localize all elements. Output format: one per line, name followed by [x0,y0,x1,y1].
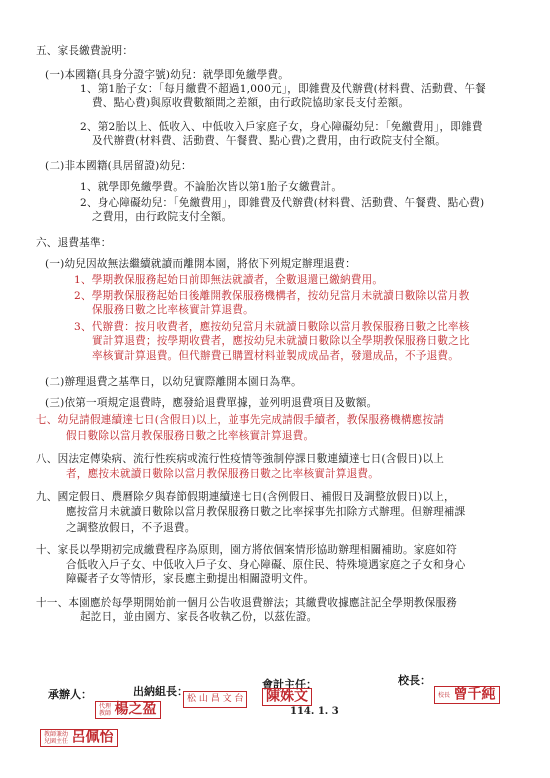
text-line: (二)非本國籍(具居留證)幼兒： [45,160,192,172]
text-line: 十一、本園應於每學期開始前一個月公告收退費辦法；其繳費收據應註記全學期教保服務 [36,597,457,609]
text-line: 應按當月未就讀日數除以當月教保服務日數之比率採事先扣除方式辦理。但辦理補課 [66,506,466,518]
text-line: 1、就學即免繳學費。不論胎次皆以第1胎子女繳費計。 [80,181,343,193]
text-line: 2、第2胎以上、低收入、中低收入戶家庭子女，身心障礙幼兒：「免繳費用」，即雜費 [80,121,483,133]
text-line: 假日數除以當月教保服務日數之比率核實計算退費。 [66,430,315,442]
text-line: 2、學期教保服務起始日後離開教保服務機構者，按幼兒當月未就讀日數除以當月教 [74,290,470,302]
text-line: 2、身心障礙幼兒：「免繳費用」，即雜費及代辦費(材料費、活動費、午餐費、點心費) [80,197,485,209]
text-line: 九、國定假日、農曆除夕與春節假期連續達七日(含例假日、補假日及調整放假日)以上， [36,491,455,503]
accounting-label: 會計主任： [262,678,317,691]
text-line: 十、家長以學期初完成繳費程序為原則，園方將依個案情形協助辦理相關補助。家庭如符 [36,544,457,556]
text-line: (一)本國籍(具身分證字號)幼兒：就學即免繳學費。 [45,69,289,81]
undertaker-label: 承辦人： [48,688,92,701]
accounting-date: 114. 1. 3 [290,706,339,717]
text-line: 之費用，由行政院支付全額。 [92,211,233,223]
text-line: 起訖日，並由園方、家長各收執乙份，以茲佐證。 [80,611,318,623]
text-line: 及代辦費(材料費、活動費、午餐費、點心費)之費用，由行政院支付全額。 [92,135,447,147]
principal-label: 校長： [398,674,431,687]
text-line: 合低收入戶子女、中低收入戶子女、身心障礙、原住民、特殊境遇家庭之子女和身心 [66,559,466,571]
text-line: 七、幼兒請假連續達七日(含假日)以上，並事先完成請假手續者，教保服務機構應按請 [36,414,445,426]
text-line: (三)依第一項規定退費時，應發給退費單據，並列明退費項目及數額。 [45,397,378,409]
text-line: 費、點心費)與原收費數額間之差額，由行政院協助家長支付差額。 [92,97,410,109]
text-line: 六、退費基準： [36,237,112,249]
principal-stamp: 校長 曾千純 [434,686,500,704]
director-stamp: 教師兼幼 兒園主任 呂佩怡 [40,729,118,747]
text-line: 者，應按未就讀日數除以當月教保服務日數之比率核實計算退費。 [66,468,380,480]
text-line: 實計算退費；按學期收費者，應按幼兒未就讀日數除以全學期教保服務日數之比 [92,335,470,347]
text-line: 之調整放假日，不予退費。 [66,522,196,534]
text-line: 八、因法定傳染病、流行性疾病或流行性疫情等強制停課日數連續達七日(含假日)以上 [36,453,445,465]
text-line: (一)幼兒因故無法繼續就讀而離開本園，將依下列規定辦理退費： [45,258,356,270]
undertaker-stamp: 代理 教師 楊之盈 [95,701,161,719]
text-line: 1、學期教保服務起始日前即無法就讀者，全數退還已繳納費用。 [74,274,384,286]
text-line: 五、家長繳費說明： [36,45,134,57]
text-line: 保服務日數之比率核實計算退費。 [92,304,254,316]
cashier-label: 出納組長： [133,685,188,698]
text-line: 1、第1胎子女：「每月繳費不超過1,000元」，即雜費及代辦費(材料費、活動費、午餐 [80,83,486,95]
text-line: 3、代辦費：按月收費者，應按幼兒當月未就讀日數除以當月教保服務日數之比率核 [74,321,470,333]
text-line: 障礙者子女等情形，家長應主動提出相關證明文件。 [66,573,315,585]
text-line: (二)辦理退費之基準日，以幼兒實際離開本園日為準。 [45,376,302,388]
cashier-stamp: 松 山 昌 文 台 [183,691,247,708]
text-line: 率核實計算退費。但代辦費已購置材料並製成成品者，發還成品，不予退費。 [92,350,459,362]
accounting-stamp: 陳姝文 [262,688,312,706]
